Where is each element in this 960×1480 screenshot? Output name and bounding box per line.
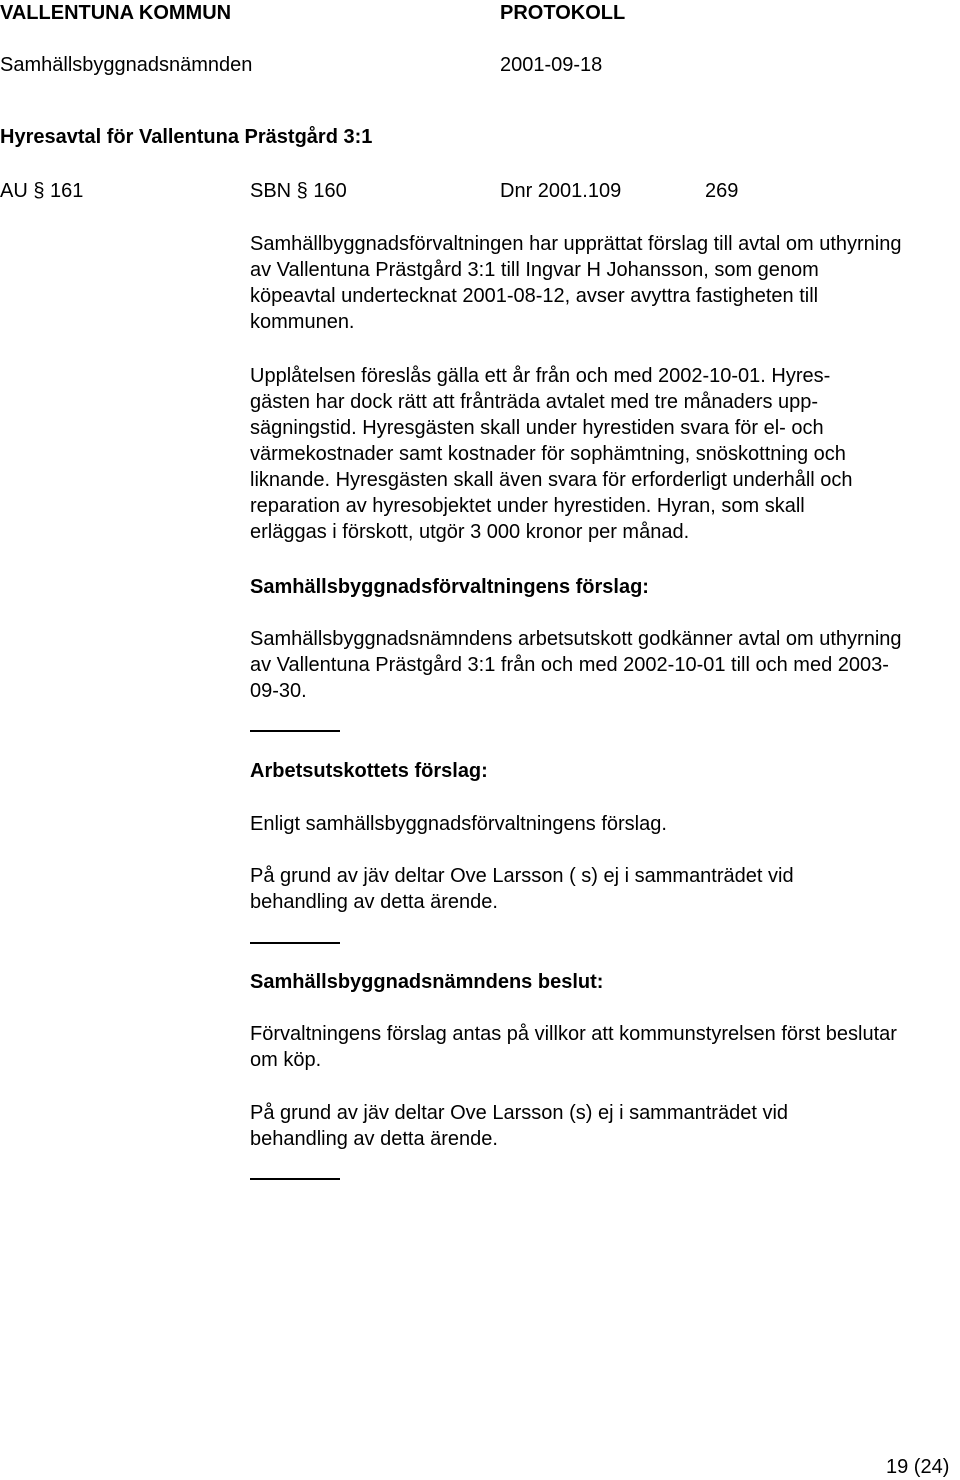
terms-line: värmekostnader samt kostnader för sophämtning, snöskottning och bbox=[250, 443, 846, 465]
work-committee-proposal: Enligt samhällsbyggnadsförvaltningens förslag. bbox=[250, 813, 667, 835]
work-committee-disqualification bbox=[250, 863, 890, 915]
decision-disqualification bbox=[250, 1100, 890, 1152]
case-number: 269 bbox=[705, 180, 739, 202]
section-divider bbox=[250, 1178, 340, 1180]
disqualification-text: På grund av jäv deltar Ove Larsson ( s) ej i sammanträdet vid behandling av detta ärende. bbox=[250, 865, 794, 913]
decision-paragraph bbox=[250, 1021, 920, 1073]
terms-line: reparation av hyresobjektet under hyrestiden. Hyran, som skall bbox=[250, 495, 805, 517]
decision-text: Förvaltningens förslag antas på villkor att kommunstyrelsen först beslutar om köp. bbox=[250, 1023, 897, 1071]
terms-line: sägningstid. Hyresgästen skall under hyrestiden svara för el- och bbox=[250, 417, 824, 439]
section-heading-administration: Samhällsbyggnadsförvaltningens förslag: bbox=[250, 576, 649, 598]
page-number: 19 (24) bbox=[886, 1456, 950, 1478]
section-heading-decision: Samhällsbyggnadsnämndens beslut: bbox=[250, 971, 604, 993]
dnr-reference: Dnr 2001.109 bbox=[500, 180, 622, 202]
intro-paragraph bbox=[250, 231, 905, 335]
terms-line: erläggas i förskott, utgör 3 000 kronor per månad. bbox=[250, 521, 690, 543]
au-reference: AU § 161 bbox=[0, 180, 84, 202]
page-title: Hyresavtal för Vallentuna Prästgård 3:1 bbox=[0, 126, 373, 148]
intro-text: Samhällbyggnadsförvaltningen har upprättat förslag till avtal om uthyrning av Vallentuna Prästgård 3:1 till Ingvar H Johansson, som genom köpeavtal undertecknat 2001-08-12, avser avyttra fastigheten till kommunen. bbox=[250, 233, 902, 333]
administration-proposal bbox=[250, 626, 910, 704]
org-name: VALLENTUNA KOMMUN bbox=[0, 2, 232, 24]
administration-proposal-text: Samhällsbyggnadsnämndens arbetsutskott godkänner avtal om uthyrning av Vallentuna Prästgård 3:1 från och med 2002-10-01 till och med 2003-09-30. bbox=[250, 628, 902, 702]
meeting-date: 2001-09-18 bbox=[500, 54, 603, 76]
section-divider bbox=[250, 730, 340, 732]
document-type: PROTOKOLL bbox=[500, 2, 626, 24]
sbn-reference: SBN § 160 bbox=[250, 180, 347, 202]
disqualification-text: På grund av jäv deltar Ove Larsson (s) ej i sammanträdet vid behandling av detta ärende. bbox=[250, 1102, 789, 1150]
terms-line: gästen har dock rätt att frånträda avtalet med tre månaders upp- bbox=[250, 391, 819, 413]
section-heading-work-committee: Arbetsutskottets förslag: bbox=[250, 760, 488, 782]
terms-line: Upplåtelsen föreslås gälla ett år från och med 2002-10-01. Hyres- bbox=[250, 365, 831, 387]
terms-line: liknande. Hyresgästen skall även svara för erforderligt underhåll och bbox=[250, 469, 853, 491]
terms-paragraph bbox=[250, 363, 950, 545]
section-divider bbox=[250, 942, 340, 944]
committee-name: Samhällsbyggnadsnämnden bbox=[0, 54, 253, 76]
